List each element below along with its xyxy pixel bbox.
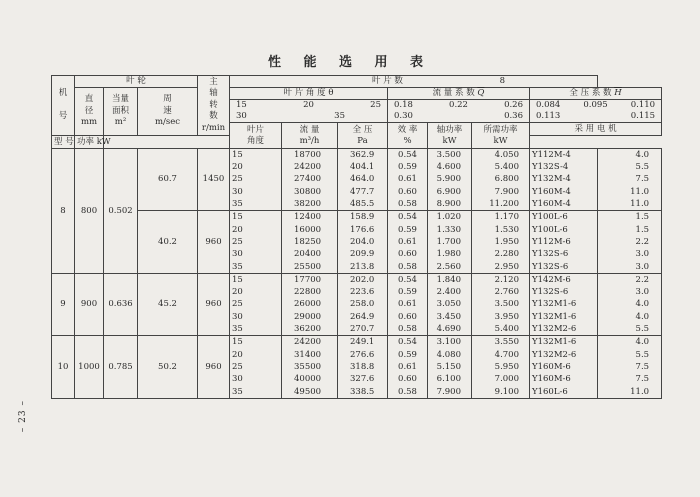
cell-shaft-power: 7.900: [428, 386, 472, 399]
cell-flow: 35500: [282, 361, 338, 373]
cell-required-power: 2.120: [472, 273, 530, 286]
angle-values: 15 20 25: [230, 100, 388, 112]
cell-flow: 18700: [282, 149, 338, 162]
flow-coef-symbol: $\overline{Q}$: [477, 88, 485, 99]
cell-pressure: 327.6: [338, 373, 388, 385]
table-row: [52, 211, 662, 224]
col-header-shaft-power: 轴功率 kW: [428, 123, 472, 149]
cell-diameter: 800: [75, 149, 104, 274]
cell-pressure: 249.1: [338, 336, 388, 349]
cell-pressure: 258.0: [338, 299, 388, 311]
cell-flow: 17700: [282, 273, 338, 286]
cell-angle: 30: [230, 311, 282, 323]
cell-required-power: 7.000: [472, 373, 530, 385]
cell-efficiency: 0.59: [388, 161, 428, 173]
cell-pressure: 213.8: [338, 261, 388, 274]
cell-motor-model: Y100L-6: [530, 224, 598, 236]
cell-pressure: 464.0: [338, 174, 388, 186]
flow-coef-values-2: 0.30 0.36: [388, 111, 530, 123]
cell-flow: 24200: [282, 336, 338, 349]
cell-machine-no: 8: [52, 149, 75, 274]
cell-motor-power: 1.5: [598, 211, 662, 224]
header-impeller: 叶 轮: [75, 76, 198, 88]
cell-motor-model: Y142M-6: [530, 273, 598, 286]
cell-flow: 49500: [282, 386, 338, 399]
cell-pressure: 318.8: [338, 361, 388, 373]
cell-efficiency: 0.61: [388, 236, 428, 248]
cell-pressure: 270.7: [338, 323, 388, 336]
cell-required-power: 2.950: [472, 261, 530, 274]
cell-required-power: 9.100: [472, 386, 530, 399]
cell-flow: 29000: [282, 311, 338, 323]
cell-machine-no: 9: [52, 273, 75, 335]
cell-efficiency: 0.54: [388, 336, 428, 349]
cell-flow: 38200: [282, 198, 338, 211]
cell-motor-model: Y132S-6: [530, 261, 598, 274]
cell-motor-power: 7.5: [598, 373, 662, 385]
cell-angle: 20: [230, 349, 282, 361]
cell-motor-power: 4.0: [598, 336, 662, 349]
cell-efficiency: 0.60: [388, 186, 428, 198]
header-machine-no: 机 号: [52, 76, 75, 136]
cell-angle: 25: [230, 236, 282, 248]
cell-shaft-power: 3.100: [428, 336, 472, 349]
cell-motor-model: Y112M-6: [530, 236, 598, 248]
cell-flow: 22800: [282, 286, 338, 298]
cell-required-power: 5.400: [472, 161, 530, 173]
cell-required-power: 1.530: [472, 224, 530, 236]
cell-motor-model: Y100L-6: [530, 211, 598, 224]
col-header-model: 型 号: [52, 136, 75, 149]
cell-diameter: 1000: [75, 336, 104, 398]
cell-motor-power: 3.0: [598, 261, 662, 274]
pressure-coef-values: 0.084 0.095 0.110: [530, 100, 662, 112]
cell-flow: 31400: [282, 349, 338, 361]
col-header-efficiency: 效 率 %: [388, 123, 428, 149]
flow-coef-values: 0.18 0.22 0.26: [388, 100, 530, 112]
cell-machine-no: 10: [52, 336, 75, 398]
cell-angle: 20: [230, 286, 282, 298]
cell-efficiency: 0.58: [388, 261, 428, 274]
cell-motor-power: 5.5: [598, 323, 662, 336]
cell-flow: 16000: [282, 224, 338, 236]
header-rpm: 主 轴 转 数 r/min: [198, 76, 230, 136]
cell-required-power: 4.050: [472, 149, 530, 162]
cell-angle: 15: [230, 336, 282, 349]
cell-flow: 18250: [282, 236, 338, 248]
cell-shaft-power: 1.980: [428, 248, 472, 260]
cell-pressure: 176.6: [338, 224, 388, 236]
cell-required-power: 6.800: [472, 174, 530, 186]
cell-shaft-power: 1.840: [428, 273, 472, 286]
cell-shaft-power: 5.150: [428, 361, 472, 373]
cell-efficiency: 0.58: [388, 198, 428, 211]
cell-required-power: 4.700: [472, 349, 530, 361]
cell-required-power: 11.200: [472, 198, 530, 211]
cell-efficiency: 0.61: [388, 361, 428, 373]
cell-area: 0.785: [104, 336, 138, 398]
cell-required-power: 1.170: [472, 211, 530, 224]
cell-flow: 24200: [282, 161, 338, 173]
cell-required-power: 2.760: [472, 286, 530, 298]
cell-efficiency: 0.61: [388, 299, 428, 311]
cell-motor-power: 7.5: [598, 361, 662, 373]
cell-efficiency: 0.60: [388, 248, 428, 260]
col-header-pressure: 全 压 Pa: [338, 123, 388, 149]
cell-shaft-power: 4.080: [428, 349, 472, 361]
header-speed: 周 速 m/sec: [138, 88, 198, 136]
header-diameter: 直 径 mm: [75, 88, 104, 136]
cell-shaft-power: 3.500: [428, 149, 472, 162]
cell-angle: 15: [230, 149, 282, 162]
cell-required-power: 2.280: [472, 248, 530, 260]
blade-count-value: 8: [499, 76, 506, 87]
cell-motor-power: 3.0: [598, 286, 662, 298]
cell-diameter: 900: [75, 273, 104, 335]
cell-angle: 25: [230, 361, 282, 373]
header-pressure-coef: 全 压 系 数 $\overline{H}$: [530, 88, 662, 100]
cell-required-power: 5.400: [472, 323, 530, 336]
cell-flow: 27400: [282, 174, 338, 186]
cell-pressure: 202.0: [338, 273, 388, 286]
cell-motor-model: Y132M2-6: [530, 323, 598, 336]
cell-flow: 20400: [282, 248, 338, 260]
cell-motor-model: Y112M-4: [530, 149, 598, 162]
cell-efficiency: 0.54: [388, 211, 428, 224]
cell-rpm: 960: [198, 273, 230, 335]
performance-table: [51, 75, 662, 399]
cell-pressure: 223.6: [338, 286, 388, 298]
cell-motor-model: Y160L-6: [530, 386, 598, 399]
cell-motor-model: Y160M-4: [530, 198, 598, 211]
cell-angle: 35: [230, 261, 282, 274]
table-row: [52, 273, 662, 286]
cell-motor-power: 4.0: [598, 299, 662, 311]
col-header-flow: 流 量 m³/h: [282, 123, 338, 149]
cell-speed: 60.7: [138, 149, 198, 211]
header-flow-coef: 流 量 系 数 $\overline{Q}$: [388, 88, 530, 100]
cell-shaft-power: 1.020: [428, 211, 472, 224]
cell-flow: 26000: [282, 299, 338, 311]
cell-efficiency: 0.60: [388, 373, 428, 385]
header-area: 当量 面积 m²: [104, 88, 138, 136]
cell-motor-power: 3.0: [598, 248, 662, 260]
cell-flow: 36200: [282, 323, 338, 336]
cell-efficiency: 0.58: [388, 323, 428, 336]
cell-pressure: 264.9: [338, 311, 388, 323]
cell-shaft-power: 4.690: [428, 323, 472, 336]
cell-motor-power: 4.0: [598, 149, 662, 162]
cell-motor-model: Y132M1-6: [530, 299, 598, 311]
cell-efficiency: 0.59: [388, 224, 428, 236]
cell-motor-power: 11.0: [598, 386, 662, 399]
table-row: [52, 149, 662, 162]
cell-required-power: 7.900: [472, 186, 530, 198]
cell-shaft-power: 2.400: [428, 286, 472, 298]
header-blade-angle: 叶 片 角 度 θ: [230, 88, 388, 100]
cell-motor-power: 11.0: [598, 186, 662, 198]
cell-motor-model: Y132M2-6: [530, 349, 598, 361]
cell-shaft-power: 5.900: [428, 174, 472, 186]
cell-motor-model: Y132S-4: [530, 161, 598, 173]
cell-shaft-power: 3.050: [428, 299, 472, 311]
cell-required-power: 3.550: [472, 336, 530, 349]
col-header-required-power: 所需功率 kW: [472, 123, 530, 149]
col-header-motor: 采 用 电 机: [530, 123, 662, 136]
cell-motor-model: Y132S-6: [530, 248, 598, 260]
header-blade-count: 叶 片 数 8: [230, 76, 598, 88]
cell-pressure: 485.5: [338, 198, 388, 211]
cell-rpm: 960: [198, 336, 230, 398]
cell-shaft-power: 1.330: [428, 224, 472, 236]
col-header-angle: 叶片 角度: [230, 123, 282, 149]
cell-rpm: 1450: [198, 149, 230, 211]
cell-rpm: 960: [198, 211, 230, 273]
cell-motor-power: 11.0: [598, 198, 662, 211]
angle-values-2: 30 35: [230, 111, 388, 123]
cell-flow: 30800: [282, 186, 338, 198]
cell-required-power: 3.500: [472, 299, 530, 311]
cell-pressure: 276.6: [338, 349, 388, 361]
cell-motor-power: 5.5: [598, 161, 662, 173]
pressure-coef-symbol: $\overline{H}$: [614, 88, 622, 99]
cell-motor-power: 2.2: [598, 236, 662, 248]
cell-angle: 25: [230, 174, 282, 186]
cell-motor-power: 5.5: [598, 349, 662, 361]
cell-pressure: 404.1: [338, 161, 388, 173]
cell-angle: 35: [230, 386, 282, 399]
cell-shaft-power: 8.900: [428, 198, 472, 211]
cell-pressure: 158.9: [338, 211, 388, 224]
cell-pressure: 362.9: [338, 149, 388, 162]
cell-pressure: 338.5: [338, 386, 388, 399]
cell-area: 0.502: [104, 149, 138, 274]
cell-pressure: 204.0: [338, 236, 388, 248]
cell-flow: 12400: [282, 211, 338, 224]
cell-angle: 20: [230, 161, 282, 173]
cell-area: 0.636: [104, 273, 138, 335]
cell-angle: 30: [230, 373, 282, 385]
cell-required-power: 3.950: [472, 311, 530, 323]
page-title: 性 能 选 用 表: [267, 55, 433, 70]
cell-efficiency: 0.59: [388, 349, 428, 361]
cell-efficiency: 0.58: [388, 386, 428, 399]
cell-speed: 45.2: [138, 273, 198, 335]
cell-shaft-power: 1.700: [428, 236, 472, 248]
cell-motor-model: Y160M-6: [530, 361, 598, 373]
cell-flow: 40000: [282, 373, 338, 385]
cell-shaft-power: 4.600: [428, 161, 472, 173]
cell-motor-model: Y132S-6: [530, 286, 598, 298]
cell-pressure: 209.9: [338, 248, 388, 260]
cell-flow: 25500: [282, 261, 338, 274]
cell-shaft-power: 6.900: [428, 186, 472, 198]
cell-motor-power: 2.2: [598, 273, 662, 286]
cell-efficiency: 0.54: [388, 273, 428, 286]
page-number: – 23 –: [18, 400, 28, 433]
cell-motor-model: Y160M-6: [530, 373, 598, 385]
cell-pressure: 477.7: [338, 186, 388, 198]
cell-motor-model: Y132M1-6: [530, 311, 598, 323]
cell-shaft-power: 6.100: [428, 373, 472, 385]
cell-shaft-power: 2.560: [428, 261, 472, 274]
cell-required-power: 1.950: [472, 236, 530, 248]
cell-speed: 40.2: [138, 211, 198, 273]
cell-efficiency: 0.59: [388, 286, 428, 298]
pressure-coef-values-2: 0.113 0.115: [530, 111, 662, 123]
cell-motor-power: 7.5: [598, 174, 662, 186]
cell-angle: 20: [230, 224, 282, 236]
cell-motor-model: Y132M1-6: [530, 336, 598, 349]
table-row: [52, 336, 662, 349]
cell-angle: 25: [230, 299, 282, 311]
cell-angle: 15: [230, 211, 282, 224]
cell-speed: 50.2: [138, 336, 198, 398]
cell-angle: 35: [230, 323, 282, 336]
cell-motor-power: 4.0: [598, 311, 662, 323]
cell-efficiency: 0.54: [388, 149, 428, 162]
cell-angle: 30: [230, 248, 282, 260]
col-header-power: 功率 kW: [75, 136, 104, 149]
cell-angle: 15: [230, 273, 282, 286]
cell-required-power: 5.950: [472, 361, 530, 373]
cell-motor-power: 1.5: [598, 224, 662, 236]
cell-angle: 30: [230, 186, 282, 198]
cell-shaft-power: 3.450: [428, 311, 472, 323]
cell-efficiency: 0.60: [388, 311, 428, 323]
cell-efficiency: 0.61: [388, 174, 428, 186]
cell-motor-model: Y132M-4: [530, 174, 598, 186]
cell-motor-model: Y160M-4: [530, 186, 598, 198]
cell-angle: 35: [230, 198, 282, 211]
